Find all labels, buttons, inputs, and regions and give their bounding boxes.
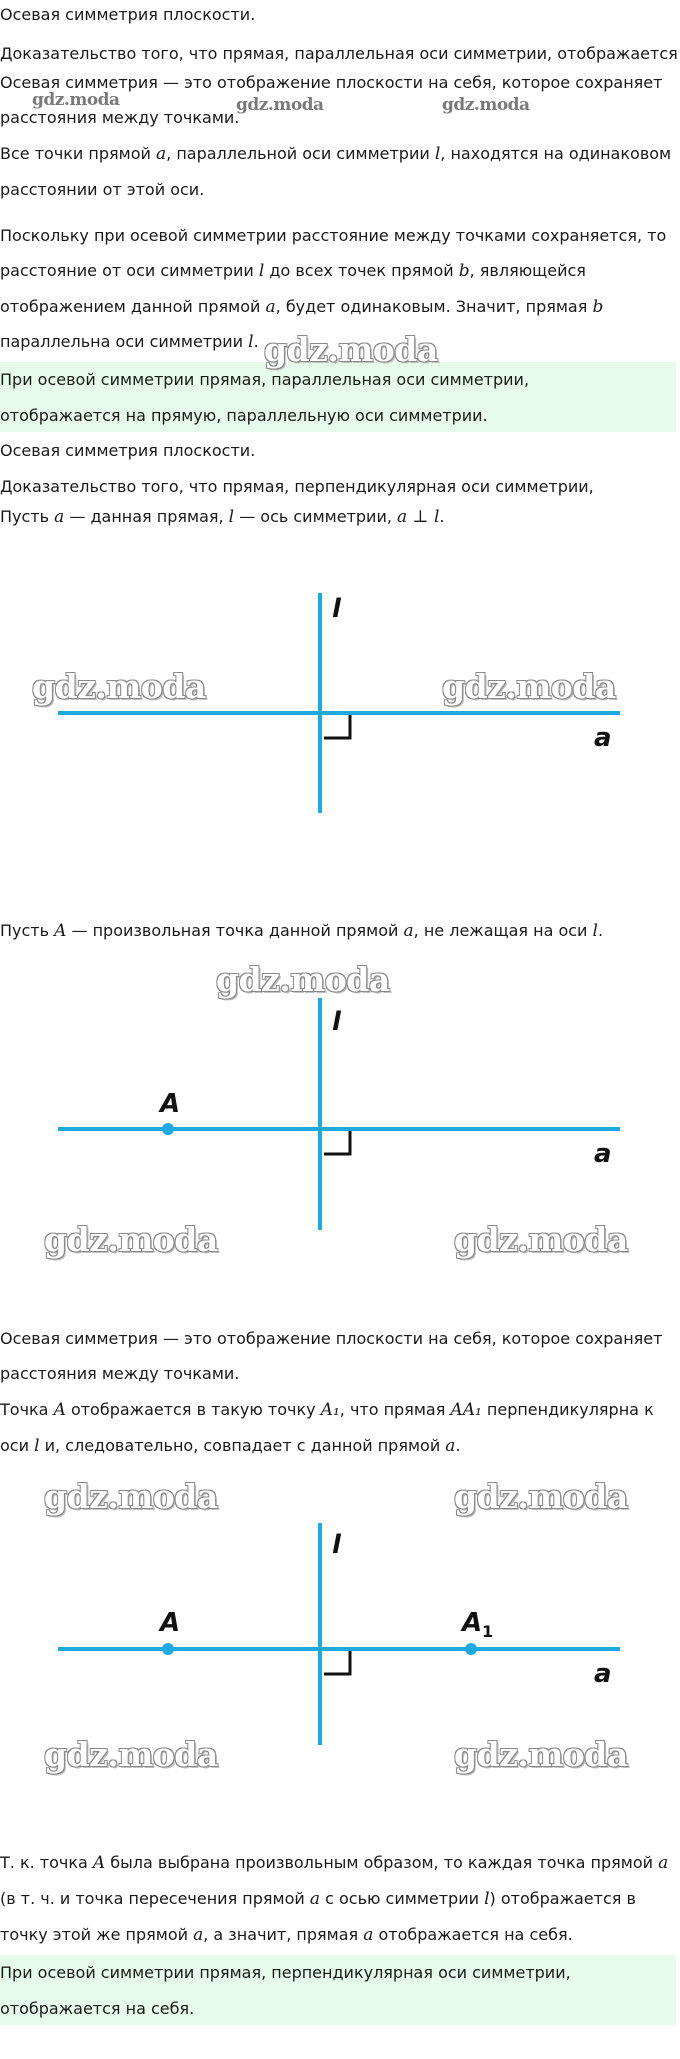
label-l: l <box>332 1007 341 1037</box>
section1-conclusion <box>0 362 676 432</box>
section2-proof-intro: Доказательство того, что прямая, перпендикулярная оси симметрии, <box>0 477 594 496</box>
section2-final-line3: точку этой же прямой a, а значит, прямая a отображается на себя. <box>0 1925 573 1945</box>
label-A1: A <box>462 1608 483 1638</box>
section1-paragraph2-line1: Поскольку при осевой симметрии расстояние между точками сохраняется, то <box>0 226 667 245</box>
section2-conclusion-line1: При осевой симметрии прямая, перпендикулярная оси симметрии, <box>0 1963 571 1982</box>
label-a: a <box>594 1659 612 1689</box>
section2-conclusion <box>0 1955 676 2025</box>
watermark: gdz.moda <box>32 90 120 110</box>
point-A <box>162 1643 174 1655</box>
point-A <box>162 1123 174 1135</box>
section1-definition-line2: расстояния между точками. <box>0 108 240 127</box>
watermark: gdz.moda <box>454 1220 628 1259</box>
section1-definition-line1: Осевая симметрия — это отображение плоскости на себя, которое сохраняет <box>0 73 663 92</box>
section1-heading: Осевая симметрия плоскости. <box>0 5 256 24</box>
label-a: a <box>594 1139 612 1169</box>
section2-mapping-line2: оси l и, следовательно, совпадает с данной прямой a. <box>0 1436 461 1456</box>
figure-point-a <box>0 990 680 1240</box>
watermark: gdz.moda <box>32 667 206 706</box>
watermark: gdz.moda <box>44 1735 218 1774</box>
watermark: gdz.moda <box>44 1477 218 1516</box>
section1-paragraph2-line3: отображением данной прямой a, будет одинаковым. Значит, прямая b <box>0 297 604 317</box>
label-l: l <box>332 1530 341 1560</box>
section2-mapping-line1: Точка A отображается в такую точку A₁, что прямая AA₁ перпендикулярна к <box>0 1400 654 1420</box>
right-angle-mark <box>324 1651 350 1674</box>
right-angle-mark <box>324 715 350 738</box>
section1-paragraph1-line1: Все точки прямой a, параллельной оси симметрии l, находятся на одинаковом <box>0 144 672 164</box>
label-a: a <box>594 723 612 753</box>
section1-proof-intro: Доказательство того, что прямая, параллельная оси симметрии, отображается <box>0 44 678 63</box>
watermark: gdz.moda <box>236 95 324 115</box>
watermark: gdz.moda <box>264 330 438 369</box>
figure-perpendicular-lines <box>0 580 680 820</box>
section2-given: Пусть a — данная прямая, l — ось симметрии, a ⊥ l. <box>0 507 445 527</box>
label-A: A <box>160 1089 181 1119</box>
right-angle-mark <box>324 1131 350 1154</box>
watermark: gdz.moda <box>44 1220 218 1259</box>
watermark: gdz.moda <box>216 960 390 999</box>
section1-paragraph2-line4: параллельна оси симметрии l. <box>0 332 259 352</box>
watermark: gdz.moda <box>454 1735 628 1774</box>
section2-final-line2: (в т. ч. и точка пересечения прямой a с осью симметрии l) отображается в <box>0 1889 636 1909</box>
section2-definition-line2: расстояния между точками. <box>0 1364 240 1383</box>
point-A1 <box>465 1643 477 1655</box>
section2-point-a-text: Пусть A — произвольная точка данной прямой a, не лежащая на оси l. <box>0 921 604 941</box>
section1-conclusion-line1: При осевой симметрии прямая, параллельная оси симметрии, <box>0 370 530 389</box>
label-l: l <box>332 594 341 624</box>
section1-paragraph1-line2: расстоянии от этой оси. <box>0 180 205 199</box>
section2-conclusion-line2: отображается на себя. <box>0 1999 195 2018</box>
section2-heading: Осевая симметрия плоскости. <box>0 441 256 460</box>
watermark: gdz.moda <box>442 95 530 115</box>
section2-definition-line1: Осевая симметрия — это отображение плоскости на себя, которое сохраняет <box>0 1329 663 1348</box>
watermark: gdz.moda <box>454 1477 628 1516</box>
watermark: gdz.moda <box>442 667 616 706</box>
section1-paragraph2-line2: расстояние от оси симметрии l до всех точек прямой b, являющейся <box>0 261 586 281</box>
section1-conclusion-line2: отображается на прямую, параллельную оси симметрии. <box>0 406 488 425</box>
label-A1-subscript: 1 <box>482 1622 494 1641</box>
section2-final-line1: Т. к. точка A была выбрана произвольным образом, то каждая точка прямой a <box>0 1853 669 1873</box>
figure-point-a-and-image <box>0 1505 680 1755</box>
label-A: A <box>160 1608 181 1638</box>
